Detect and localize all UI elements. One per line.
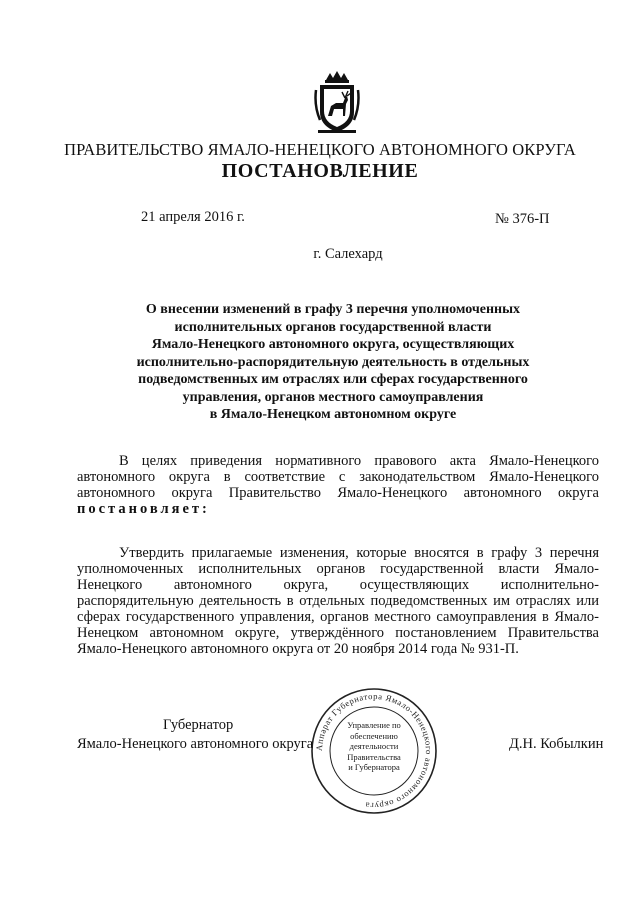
coat-of-arms-icon [314,70,360,136]
signatory-title: Губернатор [163,717,234,733]
title-line: в Ямало-Ненецком автономном округе [209,407,457,422]
paragraph-line: Ненецкого автономного округа, осуществляющих исполнительно- [77,577,599,593]
document-date: 21 апреля 2016 г. [141,209,245,225]
document-number: № 376-П [495,211,550,227]
title-line: О внесении изменений в графу 3 перечня уполномоченных [145,302,521,317]
stamp-line: и Губернатора [348,762,400,772]
paragraph-line: Ненецком автономном округе, утверждённого постановлением Правительства [77,625,599,641]
paragraph-line: уполномоченных исполнительных органов государственной власти Ямало- [77,561,599,577]
resolution-paragraph [77,545,599,657]
document-type: ПОСТАНОВЛЕНИЕ [221,160,419,182]
title-line: исполнительно-распорядительную деятельность в отдельных [136,354,530,370]
title-line: подведомственных им отраслях или сферах государственного [138,372,528,387]
paragraph-line: Утвердить прилагаемые изменения, которые вносятся в графу 3 перечня [119,545,599,561]
document-city: г. Салехард [313,246,383,262]
paragraph-line: Ямало-Ненецкого автономного округа от 20 ноября 2014 года № 931-П. [77,641,519,657]
paragraph-line: В целях приведения нормативного правового акта Ямало-Ненецкого [119,453,599,469]
title-line: Ямало-Ненецкого автономного округа, осуществляющих [151,337,515,352]
stamp-ring-text: Аппарат Губернатора Ямало-Ненецкого автономного округа [313,690,435,812]
decree-word: постановляет: [77,501,210,517]
stamp-line: Управление по [347,720,401,730]
title-line: управления, органов местного самоуправления [182,389,484,405]
stamp-line: Правительства [347,751,401,762]
organization-name: ПРАВИТЕЛЬСТВО ЯМАЛО-НЕНЕЦКОГО АВТОНОМНОГО ОКРУГА [64,140,576,159]
paragraph-line: сферах государственного управления, органов местного самоуправления в Ямало- [77,609,599,625]
document-title [113,301,553,424]
preamble-paragraph [77,453,599,517]
paragraph-line: распорядительную деятельность в отдельных подведомственных им отраслях или [77,593,599,609]
stamp-line: обеспечению [350,730,398,741]
paragraph-line: автономного округа в соответствие с законодательством Ямало-Ненецкого [77,469,599,485]
title-line: исполнительных органов государственной власти [174,319,492,335]
stamp-center-text [336,720,412,773]
paragraph-line: автономного округа Правительство Ямало-Ненецкого автономного округа [77,485,599,501]
signatory-name: Д.Н. Кобылкин [509,736,604,752]
stamp-line: деятельности [349,741,399,751]
signatory-region: Ямало-Ненецкого автономного округа [77,736,314,752]
